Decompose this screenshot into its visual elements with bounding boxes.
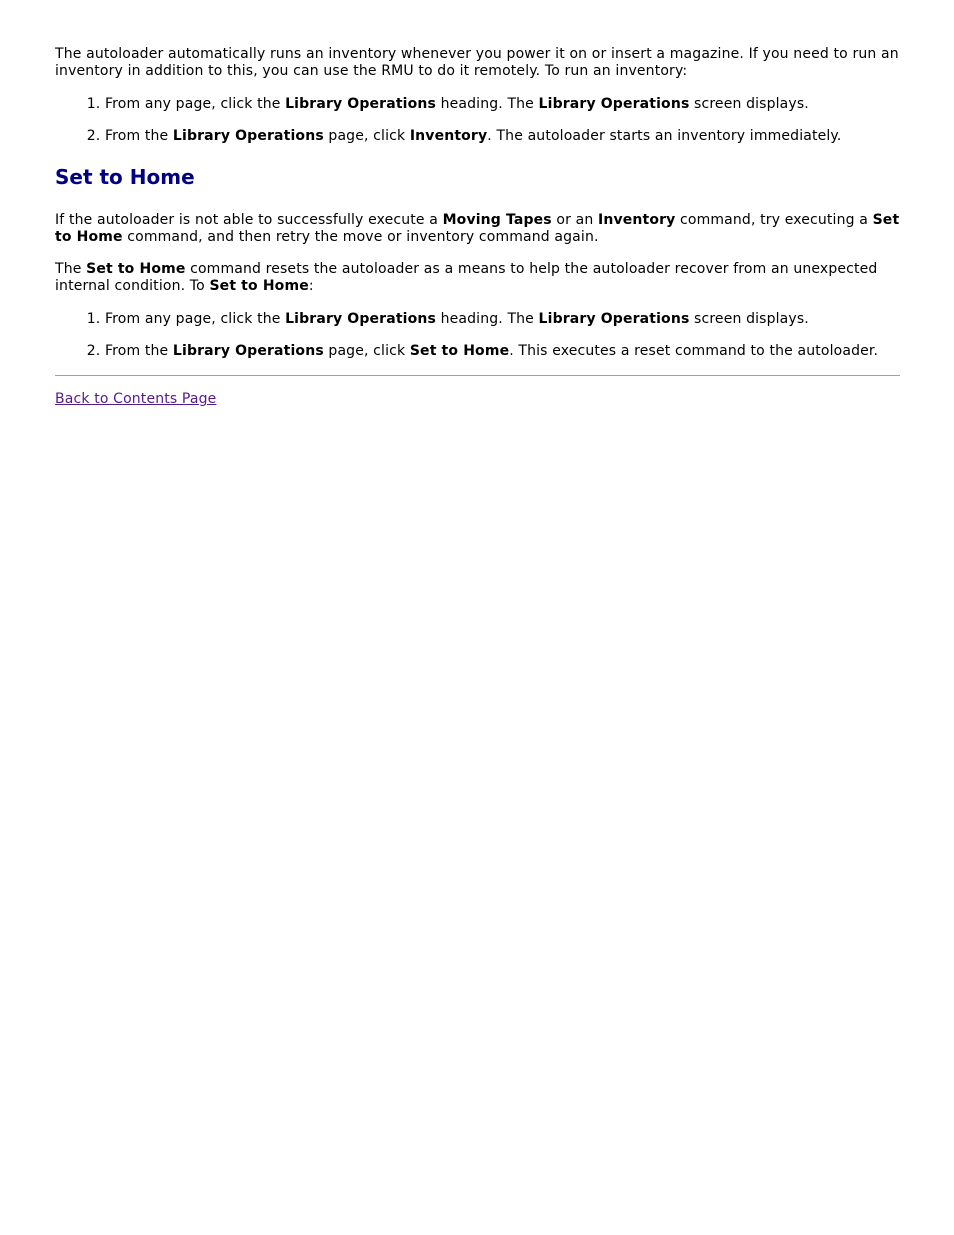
step-text: . This executes a reset command to the autoloader.	[509, 343, 879, 359]
inventory-steps-list	[55, 95, 901, 145]
para-text: The	[55, 261, 87, 277]
para-text: or an	[551, 212, 598, 228]
step-text: page, click	[323, 128, 410, 144]
step-text: heading. The	[436, 96, 539, 112]
para-text: command, try executing a	[675, 212, 873, 228]
document-body	[55, 46, 901, 407]
step-bold: Library Operations	[172, 343, 324, 359]
step-bold: Library Operations	[172, 128, 324, 144]
para-text: command, and then retry the move or inventory command again.	[122, 229, 599, 245]
step-bold: Set to Home	[409, 343, 510, 359]
list-item	[105, 342, 901, 360]
para-bold: Inventory	[597, 212, 676, 228]
para-bold: Set to Home	[209, 278, 309, 294]
horizontal-divider	[55, 375, 900, 376]
step-text: page, click	[323, 343, 410, 359]
para-text: :	[308, 278, 314, 294]
step-text: . The autoloader starts an inventory immediately.	[487, 128, 842, 144]
step-bold: Library Operations	[285, 311, 436, 327]
step-text: From any page, click the	[105, 96, 286, 112]
para-bold: Moving Tapes	[442, 212, 552, 228]
para-text: command resets the autoloader as a means to help the autoloader recover from an unexpected internal condition. To	[55, 261, 878, 294]
step-bold: Inventory	[409, 128, 488, 144]
back-to-contents-link[interactable]: Back to Contents Page	[55, 391, 217, 407]
set-to-home-paragraph-1	[55, 212, 901, 246]
set-to-home-steps-list	[55, 310, 901, 360]
step-text: From the	[105, 343, 173, 359]
step-text: screen displays.	[689, 96, 809, 112]
list-item	[105, 310, 901, 328]
step-bold: Library Operations	[538, 311, 690, 327]
step-bold: Library Operations	[538, 96, 690, 112]
set-to-home-paragraph-2	[55, 261, 901, 295]
step-text: screen displays.	[689, 311, 809, 327]
para-text: If the autoloader is not able to successfully execute a	[55, 212, 443, 228]
step-text: From any page, click the	[105, 311, 286, 327]
para-bold: Set to Home	[55, 212, 900, 245]
step-text: From the	[105, 128, 173, 144]
step-text: heading. The	[436, 311, 539, 327]
list-item	[105, 95, 901, 113]
list-item	[105, 127, 901, 145]
intro-paragraph: The autoloader automatically runs an inventory whenever you power it on or insert a magazine. If you need to run an inventory in addition to this, you can use the RMU to do it remotely. To run an inventory:	[55, 46, 899, 79]
para-bold: Set to Home	[86, 261, 186, 277]
step-bold: Library Operations	[285, 96, 436, 112]
section-heading-set-to-home: Set to Home	[55, 165, 195, 189]
